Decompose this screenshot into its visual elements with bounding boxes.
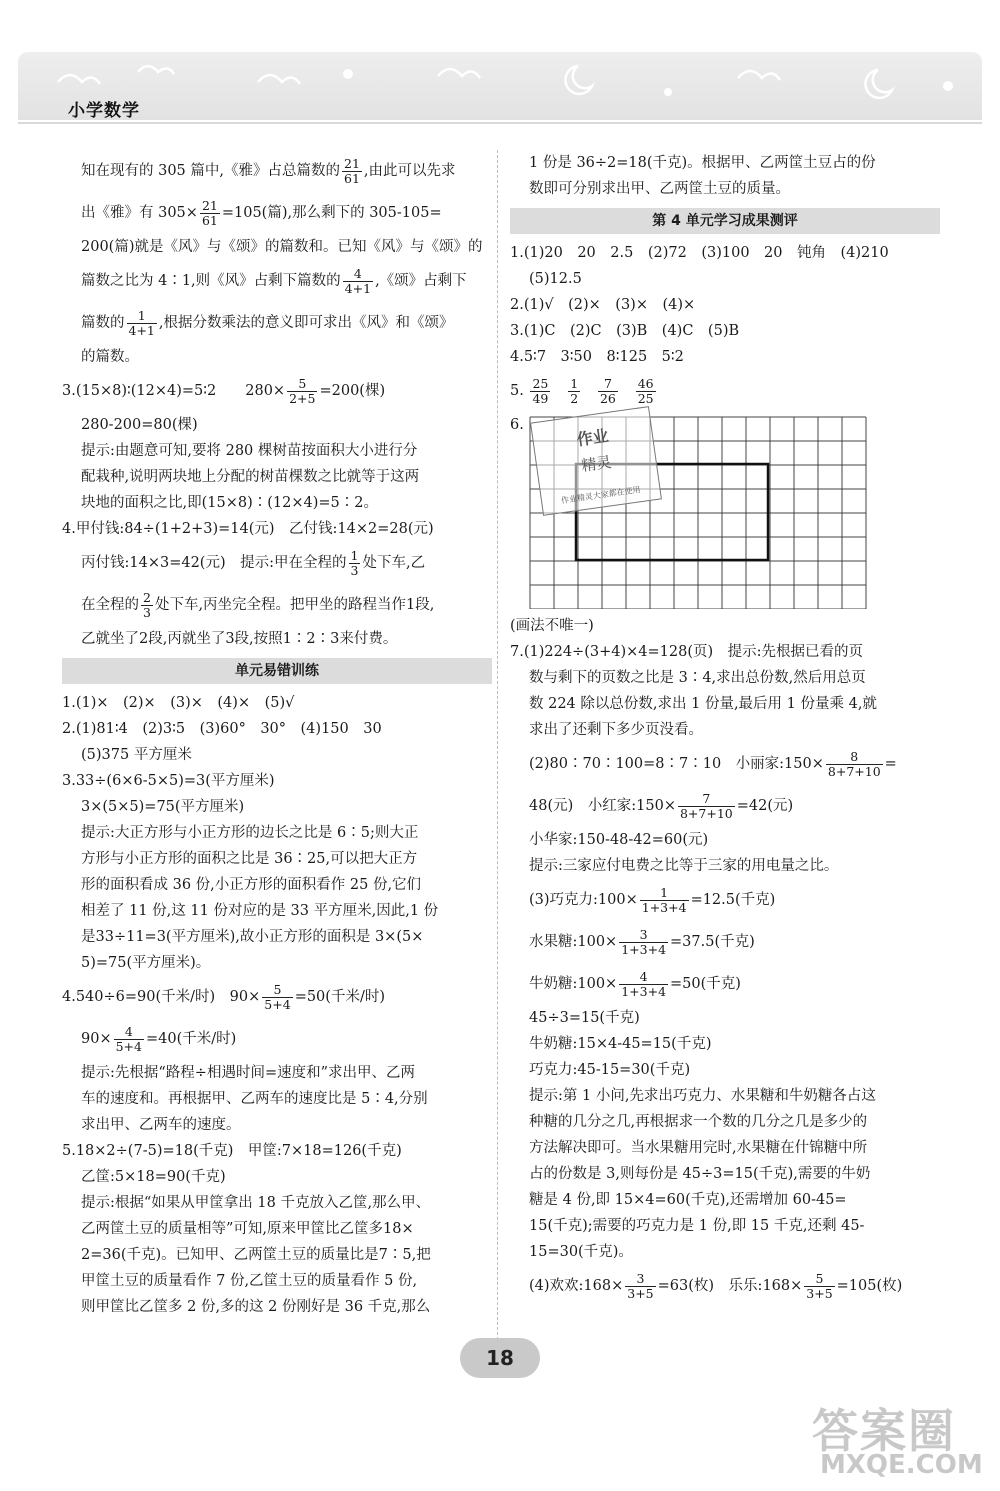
fraction: $\frac{1}{4+1}$: [128, 307, 155, 338]
answer-line: 4.5∶7 3∶50 8∶125 5∶2: [510, 349, 684, 365]
hint-line: 5)=75(平方厘米)。: [81, 955, 211, 971]
question-3: 3.(15×8)∶(12×4)=5∶2 280× $\frac{5}{2+5}$ =200(棵): [62, 375, 386, 406]
answer-line: 5. $\frac{25}{49}$ $\frac{1}{2}$ $\frac{7}{26}$ $\frac{46}{25}$: [510, 375, 654, 406]
text-line: 200(篇)就是《风》与《颂》的篇数和。已知《风》与《颂》的: [81, 239, 483, 255]
fraction: $\frac{7}{8+7+10}$: [679, 790, 733, 821]
answer-line: (2)80∶70∶100=8∶7∶10 小丽家:150× $\frac{8}{8+7+10}$ =: [529, 748, 897, 779]
answer-line: 1.(1)20 20 2.5 (2)72 (3)100 20 钝角 (4)210: [510, 245, 889, 261]
answer-line: 数与剩下的页数之比是 3∶4,求出总份数,然后用总页: [529, 670, 866, 686]
left-column: [62, 150, 492, 1320]
fraction: $\frac{3}{1+3+4}$: [621, 926, 667, 957]
hint-line: 块地的面积之比,即(15×8)∶(12×4)=5∶2。: [81, 495, 378, 511]
answer-line: 4.540÷6=90(千米/时) 90× $\frac{5}{5+4}$ =50(千米/时): [62, 981, 385, 1012]
hint-line: 车的速度和。再根据甲、乙两车的速度比是 5∶4,分别: [81, 1091, 428, 1107]
hint-line: 提示:根据“如果从甲筐拿出 18 千克放入乙筐,那么甲、: [81, 1195, 431, 1211]
fraction: $\frac{1}{2}$: [570, 375, 579, 406]
dot-icon: [943, 81, 953, 91]
page-header-banner: [18, 52, 982, 120]
right-column: [510, 150, 940, 1307]
hint-line: 方形与小正方形的面积之比是 36∶25,可以把大正方: [81, 851, 418, 867]
answer-line: 乙筐:5×18=90(千克): [81, 1169, 226, 1185]
fraction: $\frac{5}{3+5}$: [806, 1270, 833, 1301]
answer-line: 90× $\frac{4}{5+4}$ =40(千米/时): [81, 1023, 237, 1054]
cloud-icon: [438, 69, 480, 78]
fraction: $\frac{21}{61}$: [344, 155, 360, 186]
hint-line: 乙两筐土豆的质量相等”可知,原来甲筐比乙筐多18×: [81, 1221, 414, 1237]
answer-line: 5.18×2÷(7-5)=18(千克) 甲筐:7×18=126(千克): [62, 1143, 402, 1159]
hint-line: 配栽种,说明两块地上分配的树苗棵数之比就等于这两: [81, 469, 420, 485]
text-line: 1 份是 36÷2=18(千克)。根据甲、乙两筐土豆占的份: [529, 155, 876, 171]
grid-diagram: [528, 416, 868, 609]
cloud-icon: [738, 71, 780, 80]
note-line: (画法不唯一): [510, 618, 594, 634]
cloud-icon: [258, 75, 300, 84]
text-line: 数即可分别求出甲、乙两筐土豆的质量。: [529, 181, 790, 197]
text-line: 篇数的 $\frac{1}{4+1}$ ,根据分数乘法的意义即可求出《风》和《颂》: [81, 307, 454, 338]
answer-line: 牛奶糖:100× $\frac{4}{1+3+4}$ =50(千克): [529, 968, 741, 999]
answer-line: (5)12.5: [529, 271, 582, 287]
hint-line: 形的面积看成 36 份,小正方形的面积看作 25 份,它们: [81, 877, 422, 893]
watermark-logo: 答案圈: [812, 1404, 956, 1458]
text-line: 在全程的 $\frac{2}{3}$ 处下车,丙坐完全程。把甲坐的路程当作1段,: [81, 589, 435, 620]
fraction: $\frac{7}{26}$: [599, 375, 616, 406]
subject-title: 小学数学: [68, 101, 140, 121]
answer-line: 2.(1)81∶4 (2)3∶5 (3)60° 30° (4)150 30: [62, 721, 382, 737]
section-banner: 第 4 单元学习成果测评: [510, 208, 940, 234]
answer-line: 巧克力:45-15=30(千克): [529, 1062, 691, 1078]
fraction: $\frac{46}{25}$: [637, 375, 654, 406]
hint-line: 提示:由题意可知,要将 280 棵树苗按面积大小进行分: [81, 443, 418, 459]
fraction: $\frac{1}{3}$: [350, 547, 359, 578]
cloud-icon: [58, 75, 100, 84]
header-rule: [18, 122, 982, 124]
answer-line: (3)巧克力:100× $\frac{1}{1+3+4}$ =12.5(千克): [529, 884, 776, 915]
text-line: 篇数之比为 4∶1,则《风》占剩下篇数的 $\frac{4}{4+1}$ ,《颂》占剩下: [81, 265, 467, 296]
answer-line: 3.33÷(6×6-5×5)=3(平方厘米): [62, 773, 275, 789]
answer-line: 45÷3=15(千克): [529, 1010, 640, 1026]
hint-line: 提示:第 1 小问,先求出巧克力、水果糖和牛奶糖各占这: [529, 1088, 876, 1104]
column-divider: [497, 150, 498, 1350]
hint-line: 2=36(千克)。已知甲、乙两筐土豆的质量比是7∶5,把: [81, 1247, 431, 1263]
fraction: $\frac{3}{3+5}$: [627, 1270, 654, 1301]
question-number: 6.: [510, 417, 524, 433]
hint-line: 是33÷11=3(平方厘米),故小正方形的面积是 3×(5×: [81, 929, 424, 945]
answer-line: (5)375 平方厘米: [81, 747, 192, 763]
answer-line: 1.(1)× (2)× (3)× (4)× (5)√: [62, 695, 295, 711]
text-line: 出《雅》有 305× $\frac{21}{61}$ =105(篇),那么剩下的 305-105=: [81, 197, 442, 228]
moon-icon: [565, 66, 592, 94]
hint-line: 15=30(千克)。: [529, 1244, 633, 1260]
fraction: $\frac{25}{49}$: [532, 375, 549, 406]
dot-icon: [343, 69, 353, 79]
fraction: $\frac{21}{61}$: [201, 197, 218, 228]
hint-line: 求出甲、乙两车的速度。: [81, 1117, 241, 1133]
answer-line: 3×(5×5)=75(平方厘米): [81, 799, 245, 815]
section-banner: 单元易错训练: [62, 658, 492, 684]
moon-icon: [865, 70, 892, 98]
hint-line: 提示:大正方形与小正方形的边长之比是 6∶5;则大正: [81, 825, 419, 841]
hint-line: 占的份数是 3,则每份是 45÷3=15(千克),需要的牛奶: [529, 1166, 871, 1182]
hint-line: 提示:三家应付电费之比等于三家的用电量之比。: [529, 858, 839, 874]
fraction: $\frac{4}{5+4}$: [115, 1023, 142, 1054]
hint-line: 相差了 11 份,这 11 份对应的是 33 平方厘米,因此,1 份: [81, 903, 439, 919]
fraction: $\frac{5}{2+5}$: [289, 375, 316, 406]
hint-line: 15(千克);需要的巧克力是 1 份,即 15 千克,还剩 45-: [529, 1218, 865, 1234]
fraction: $\frac{4}{4+1}$: [344, 265, 372, 296]
answer-line: 2.(1)√ (2)× (3)× (4)×: [510, 297, 696, 313]
answer-line: 48(元) 小红家:150× $\frac{7}{8+7+10}$ =42(元): [529, 790, 794, 821]
text-line: 知在现有的 305 篇中,《雅》占总篇数的 $\frac{21}{61}$ ,由此可以先求: [81, 155, 456, 186]
answer-line: 小华家:150-48-42=60(元): [529, 832, 709, 848]
fraction: $\frac{8}{8+7+10}$: [827, 748, 881, 779]
fraction: $\frac{4}{1+3+4}$: [621, 968, 667, 999]
answer-line: (4)欢欢:168× $\frac{3}{3+5}$ =63(枚) 乐乐:168× $\frac{5}{3+5}$ =105(枚): [529, 1270, 903, 1301]
fraction: $\frac{5}{5+4}$: [264, 981, 291, 1012]
text-line: 的篇数。: [81, 349, 139, 365]
hint-line: 提示:先根据“路程÷相遇时间=速度和”求出甲、乙两: [81, 1065, 416, 1081]
text-line: 乙就坐了2段,丙就坐了3段,按照1∶2∶3来付费。: [81, 631, 398, 647]
fraction: $\frac{2}{3}$: [143, 589, 151, 620]
text-line: 丙付钱:14×3=42(元) 提示:甲在全程的 $\frac{1}{3}$ 处下车,乙: [81, 547, 426, 578]
homework-stamp: 作业 精灵 作业精灵大家都在使用: [530, 406, 662, 516]
answer-line: 7.(1)224÷(3+4)×4=128(页) 提示:先根据已看的页: [510, 644, 864, 660]
hint-line: 种糖的几分之几,再根据求一个数的几分之几是多少的: [529, 1114, 868, 1130]
page-number: 18: [460, 1338, 540, 1378]
watermark-url: MXQE.COM: [820, 1450, 983, 1480]
header-decoration: [18, 52, 982, 120]
answer-line: 水果糖:100× $\frac{3}{1+3+4}$ =37.5(千克): [529, 926, 755, 957]
answer-line: 数 224 除以总份数,求出 1 份量,最后用 1 份量乘 4,就: [529, 696, 877, 712]
hint-line: 糖是 4 份,即 15×4=60(千克),还需增加 60-45=: [529, 1192, 847, 1208]
answer-line: 求出了还剩下多少页没看。: [529, 722, 703, 738]
hint-line: 则甲筐比乙筐多 2 份,多的这 2 份刚好是 36 千克,那么: [81, 1299, 431, 1315]
answer-line: 牛奶糖:15×4-45=15(千克): [529, 1036, 712, 1052]
hint-line: 甲筐土豆的质量看作 7 份,乙筐土豆的质量看作 5 份,: [81, 1273, 418, 1289]
hint-line: 方法解决即可。当水果糖用完时,水果糖在什锦糖中所: [529, 1140, 868, 1156]
answer-line: 3.(1)C (2)C (3)B (4)C (5)B: [510, 323, 740, 339]
question-4: 4.甲付钱:84÷(1+2+3)=14(元) 乙付钱:14×2=28(元): [62, 521, 434, 537]
cloud-icon: [138, 66, 174, 74]
fraction: $\frac{1}{1+3+4}$: [641, 884, 687, 915]
dot-icon: [664, 88, 672, 96]
text-line: 280-200=80(棵): [81, 417, 198, 433]
